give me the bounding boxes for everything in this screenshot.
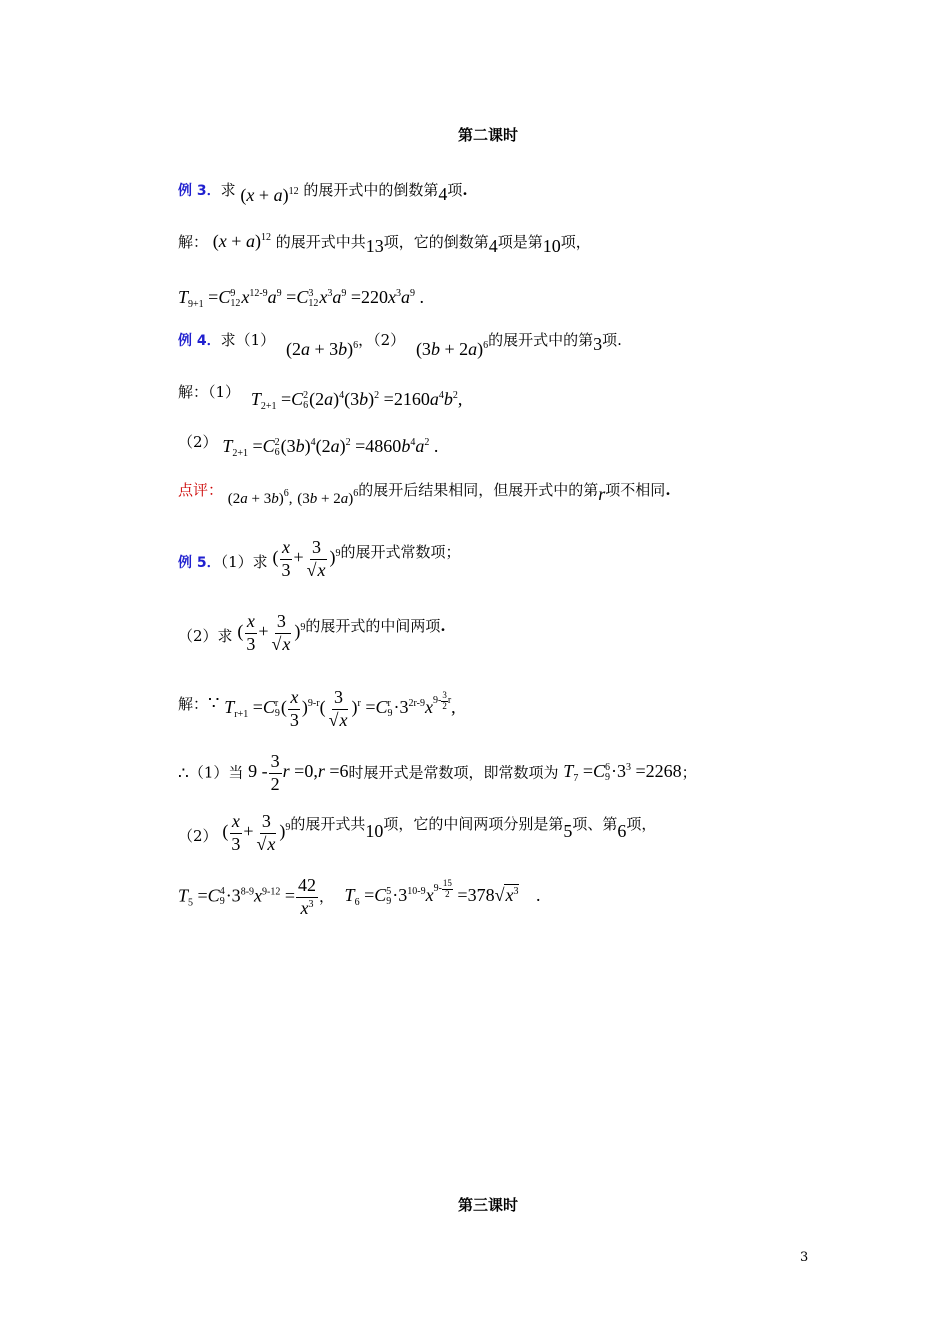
- example-3-text-2: 的展开式中的倒数第: [303, 181, 439, 199]
- example-3-label: 例 3．: [178, 183, 221, 199]
- answer-1-text: （1）当: [188, 763, 244, 782]
- formula-t-r-plus-1: $T_{r+1} =C$ r 9 ( $\frac{x}{3}$ )$^{9-r}$( $\frac{3}{√x}$ )$^r$ =C r 9 $\cdot 3^{2r-9}x^{9- \frac{3}{2} r}$,: [224, 687, 456, 730]
- example-4-label: 例 4．: [178, 333, 221, 349]
- formula-t3-part-1: $T_{2+1} =C$ 2 6 $(2a)^4(3b)^2 =2160a^4b^2$,: [250, 389, 463, 412]
- expr-x-plus-a-12-b: $(x + a)^{12}$: [212, 231, 271, 251]
- expr-x3-plus-3-sqrtx-9: ( $\frac{x}{3}$ + $\frac{3}{√x}$ )$^9$: [272, 537, 341, 580]
- expr-x3-plus-3-sqrtx-9-c: ( $\frac{x}{3}$ + $\frac{3}{√x}$ )$^9$: [222, 811, 291, 854]
- section-heading-lesson-2: 第二课时: [458, 126, 519, 144]
- number-5: 5: [563, 821, 573, 842]
- example-4-line: [178, 330, 622, 359]
- expr-x3-plus-3-sqrtx-9-b: ( $\frac{x}{3}$ + $\frac{3}{√x}$ )$^9$: [237, 611, 306, 654]
- example-5-label: 例 5．: [178, 555, 221, 572]
- example-5-part-1: [178, 538, 461, 581]
- therefore-symbol: ∴: [178, 764, 189, 785]
- answer-part-2: [178, 812, 656, 855]
- formula-t7: $T_7 =C$ 6 9 $\cdot 3^3 =2268$: [563, 761, 682, 785]
- page-number: 3: [800, 1250, 809, 1265]
- example-5-part-2: （2）求 ( $\frac{x}{3}$ + $\frac{3}{√x}$ )$^9$的展开式的中间两项.: [178, 611, 446, 654]
- solution-label-3: 解：: [178, 695, 209, 714]
- solution-label-2: 解：: [178, 383, 209, 401]
- answer-1-text-2: 时展开式是常数项，即常数项为: [348, 763, 559, 782]
- expr-2a-3b-6: $(2a + 3b)^6$: [285, 339, 359, 359]
- section-heading-lesson-3: 第三课时: [458, 1196, 519, 1214]
- example-3-text: 求: [220, 181, 236, 199]
- solution-5-general-term: [178, 688, 456, 731]
- expr-2a-3b-6-small: $(2a + 3b)^6$,: [227, 488, 293, 507]
- example-4-text-3: 的展开式中的第: [488, 331, 594, 349]
- number-13: 13: [365, 236, 384, 256]
- answer-part-1: ∴（1）当 9 - $\frac{3}{2}$ r =0,r =6时展开式是常数项，即常数项为 $T_7 =C$ 6 9 $\cdot 3^3 =2268$；: [178, 751, 697, 794]
- because-symbol: ∵: [208, 693, 220, 715]
- answer-2-text: 的展开式共: [290, 815, 366, 834]
- answer-2-text-2: 项，它的中间两项分别是第: [383, 815, 564, 834]
- number-6: 6: [617, 821, 627, 842]
- example-3-text-3: 项: [447, 181, 463, 199]
- comment-label: 点评：: [178, 481, 224, 499]
- comment-line: 点评： $(2a + 3b)^6$, $(3b + 2a)^6$的展开后结果相同，但展开式中的第r项不相同.: [178, 481, 671, 507]
- comment-text: 的展开后结果相同，但展开式中的第: [358, 481, 599, 499]
- answer-2-text-4: 项，: [626, 815, 657, 834]
- number-3: 3: [593, 334, 603, 354]
- expr-3b-2a-6: $(3b + 2a)^6$: [415, 339, 489, 359]
- solution-4-part-2: [178, 432, 439, 459]
- part-2-label: （2）: [178, 433, 218, 451]
- solution-4-part-1: [178, 382, 463, 412]
- example-5-text-2: 的展开式常数项；: [340, 543, 461, 562]
- variable-r: r: [598, 484, 606, 504]
- number-10b: 10: [365, 821, 384, 842]
- formula-t10: $T_{9+1} =C$ 9 12 $x^{12-9}a^9 =C$ 3 12 $x^3a^9 =220x^3a^9$ .: [178, 287, 424, 310]
- answer-2-text-3: 项、第: [572, 815, 618, 834]
- expr-x-plus-a-12: $(x + a)^{12}$: [240, 185, 299, 205]
- part-1-label: （1）: [208, 383, 241, 401]
- part-2-label-b: （2）: [178, 827, 218, 846]
- solution-3-text: 的展开式中共: [275, 233, 366, 251]
- solution-label: 解：: [178, 233, 209, 251]
- example-4-text: 求（1）: [220, 331, 276, 349]
- example-3-line: 例 3．求 $(x + a)^{12}$ 的展开式中的倒数第4项.: [178, 181, 468, 205]
- example-4-text-4: 项.: [602, 331, 622, 349]
- number-4: 4: [438, 184, 448, 204]
- example-5-text-3: （2）求: [178, 627, 233, 646]
- example-4-text-2: ，（2）: [358, 331, 406, 349]
- number-4b: 4: [488, 236, 498, 256]
- solution-3-text-2: 项，它的倒数第: [383, 233, 489, 251]
- solution-3-text-3: 项是第: [497, 233, 543, 251]
- number-10: 10: [542, 236, 561, 256]
- formula-constant-condition: 9 - $\frac{3}{2}$ r =0,r =6: [248, 751, 349, 794]
- expr-3b-2a-6-small: $(3b + 2a)^6$: [297, 488, 359, 507]
- comment-text-2: 项不相同: [605, 481, 666, 499]
- formula-t3-part-2: $T_{2+1} =C$ 2 6 $(3b)^4(2a)^2 =4860b^4a^2$ .: [222, 436, 439, 459]
- formula-t5-t6: $T_5 =C$ 4 9 $\cdot 3^{8-9}x^{9-12}$ = $\frac{42}{x^3}$ ， $T_6 =C$ 5 9 $\cdot 3^{10-9}x^{9- \frac{15}{2}}$ $=378√x^3$ .: [178, 875, 541, 918]
- example-5-text: （1）求: [220, 553, 268, 572]
- solution-3-line: [178, 231, 591, 256]
- solution-3-text-4: 项，: [560, 233, 591, 251]
- example-5-text-4: 的展开式的中间两项: [305, 617, 441, 636]
